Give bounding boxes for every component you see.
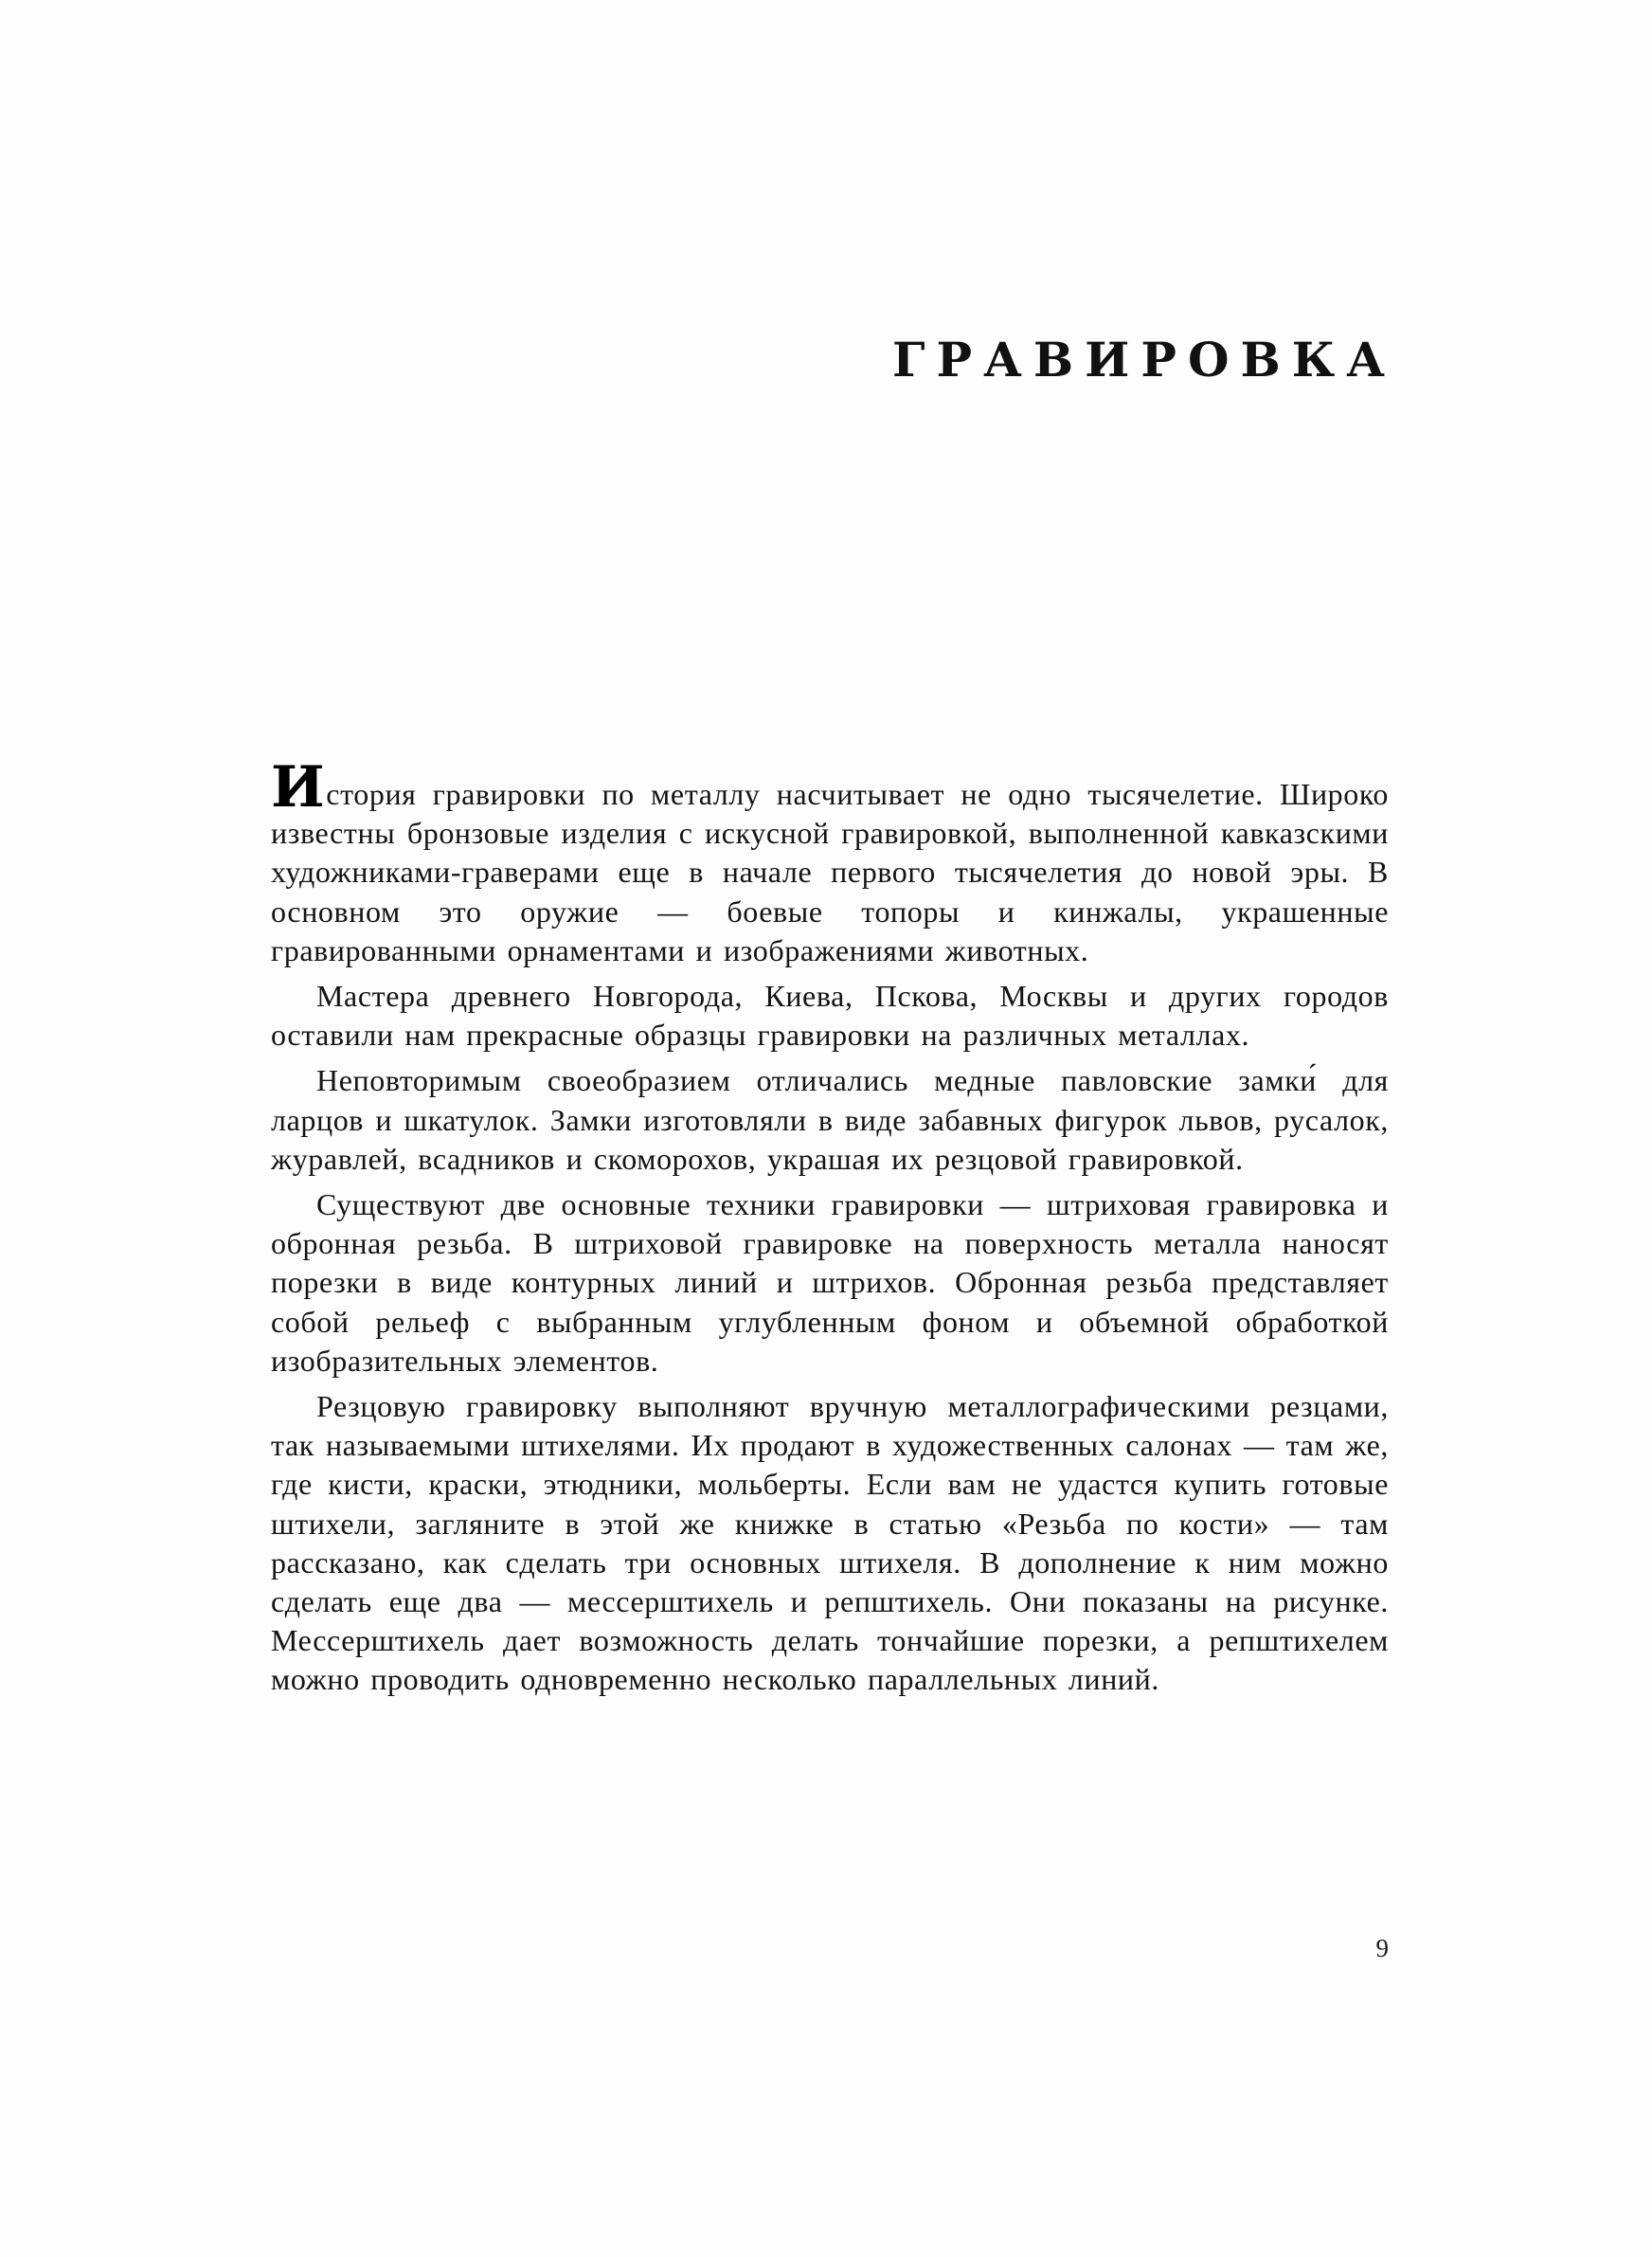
- paragraph-5: Резцовую гравировку выполняют вручную металлографическими резцами, так называемыми штихелями. Их продают в художественных салонах — там же, где кисти, краски, этюдники, мольберты. Если вам не удастся купить готовые штихели, загляните в этой же книжке в статью «Резьба по кости» — там рассказано, как сделать три основных штихеля. В дополнение к ним можно сделать еще два — мессерштихель и репштихель. Они показаны на рисунке. Мессерштихель дает возможность делать тончайшие порезки, а репштихелем можно проводить одновременно несколько параллельных линий.: [271, 1389, 1389, 1697]
- paragraph-4: Существуют две основные техники гравировки — штриховая гравировка и обронная резьба. В штриховой гравировке на поверхность металла наносят порезки в виде контурных линий и штрихов. Обронная резьба представляет собой рельеф с выбранным углубленным фоном и объемной обработкой изобразительных элементов.: [271, 1187, 1389, 1378]
- paragraph-1-text: стория гравировки по металлу насчитывает не одно тысячелетие. Широко известны бронзовые изделия с искусной гравировкой, выполненной кавказскими художниками-граверами еще в начале первого тысячелетия до новой эры. В основном это оружие — боевые топоры и кинжалы, украшенные гравированными орнаментами и изображениями животных.: [271, 777, 1389, 967]
- chapter-title: ГРАВИРОВКА: [892, 332, 1396, 388]
- paragraph-3: Неповторимым своеобразием отличались медные павловские замки́ для ларцов и шкатулок. Замки изготовляли в виде забавных фигурок львов, русалок, журавлей, всадников и скоморохов, украшая их резцовой гравировкой.: [271, 1063, 1389, 1176]
- page-number: 9: [1375, 1934, 1389, 1962]
- drop-cap: И: [271, 754, 326, 821]
- article-body: [271, 754, 1389, 1706]
- paragraph-1: [271, 754, 1389, 970]
- paragraph-2: Мастера древнего Новгорода, Киева, Пскова, Москвы и других городов оставили нам прекрасные образцы гравировки на различных металлах.: [271, 979, 1389, 1053]
